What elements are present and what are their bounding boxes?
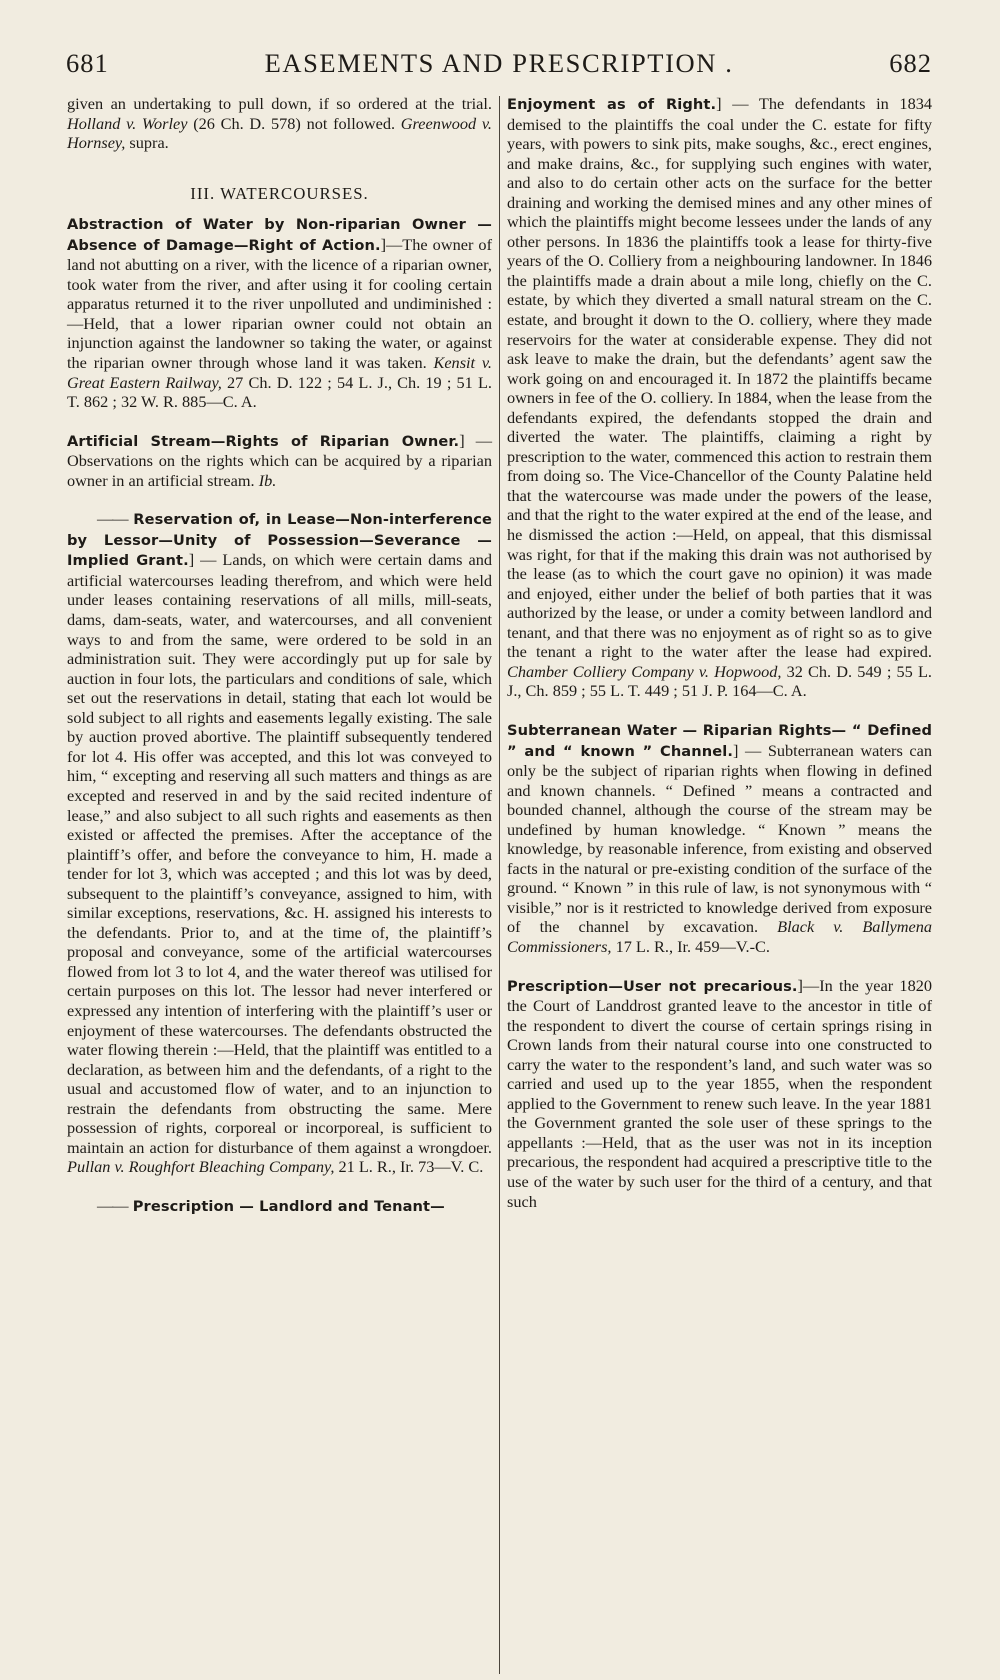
case-name: Pullan v. Roughfort Bleaching Company, [67, 1157, 335, 1177]
paragraph-heading: Abstraction of Water by Non-riparian Owner —Absence of Damage—Right of Action. [67, 216, 492, 254]
case-name: Chamber Colliery Company v. Hopwood, [507, 661, 782, 681]
case-name: Ib. [258, 470, 277, 490]
right-column [507, 94, 932, 1211]
paragraph: Subterranean Water — Riparian Rights— “ Defined ” and “ known ” Channel.] — Subterranean waters can only be the subject of riparian rights when flowing in defined and known channels. “ Defined ” means a contracted and bounded channel, although the course of the stream may be undefined by human knowledge. “ Known ” means the knowledge, by reasonable inference, from existing and observed facts in the natural or pre-existing condition of the surface of the ground. “ Known ” in this rule of law, is not synonymous with “ visible,” nor is it restricted to knowledge derived from exposure of the channel by excavation. Black v. Ballymena Commissioners, 17 L. R., Ir. 459—V.-C. [507, 721, 932, 956]
paragraph: —— Prescription — Landlord and Tenant— [97, 1195, 445, 1215]
running-title: EASEMENTS AND PRESCRIPTION . [264, 48, 734, 78]
paragraph-heading: Subterranean Water — Riparian Rights— “ Defined ” and “ known ” Channel. [507, 721, 932, 760]
section-heading: III. WATERCOURSES. [190, 183, 369, 203]
paragraph: given an undertaking to pull down, if so ordered at the trial. Holland v. Worley (26 Ch. D. 578) not followed. Greenwood v. Hornsey, supra. [67, 94, 492, 153]
case-name: Black v. Ballymena Commissioners, [507, 917, 932, 956]
paragraph: —— Reservation of, in Lease—Non-interference by Lessor—Unity of Possession—Severance —Implied Grant.] — Lands, on which were certain dams and artificial watercourses leading therefrom, and which were held under leases containing reservations of all mills, mill-seats, dams, dam-seats, water, and watercourses, and all convenient ways to and from the same, were ordered to be sold in an administration suit. They were accordingly put up for sale by auction in four lots, the particulars and conditions of sale, which set out the reservations in detail, stating that each lot would be sold subject to all rights and easements legally existing. The sale by auction proved abortive. The plaintiff subsequently tendered for lot 4. His offer was accepted, and this lot was conveyed to him, “ excepting and reserving all such matters and things as are excepted and reserved in and by the said recited indenture of lease,” and also subject to all such rights and easements as then existed or affected the premises. After the acceptance of the plaintiff’s offer, and before the conveyance to him, H. made a tender for lot 3, which was accepted ; and this lot was by deed, subsequent to the plaintiff’s conveyance, assigned to him, with similar exceptions, reservations, &c. H. assigned his interests to the defendants. Prior to, and at the time of, the plaintiff’s proposal and conveyance, some of the artificial watercourses flowed from lot 3 to lot 4, and the water thereof was utilised for certain purposes on this lot. The lessor had never interfered or expressed any intention of interfering with the plaintiff’s user or enjoyment of these watercourses. The defendants obstructed the water flowing therein :—Held, that the plaintiff was entitled to a declaration, as between him and the defendants, of a right to the usual and accustomed flow of water, and to an injunction to restrain the defendants from obstructing the same. Mere possession of rights, corporeal or incorporeal, is sufficient to maintain an action for disturbance of them against a wrongdoer. Pullan v. Roughfort Bleaching Company, 21 L. R., Ir. 73—V. C. [67, 509, 492, 1177]
paragraph-heading: Enjoyment as of Right. [507, 96, 717, 113]
column-divider [499, 96, 500, 1674]
paragraph-heading: Artificial Stream—Rights of Riparian Owner. [67, 432, 460, 450]
paragraph-heading: Reservation of, in Lease—Non-interference by Lessor—Unity of Possession—Severance —Implied Grant. [67, 511, 492, 570]
paragraph: Artificial Stream—Rights of Riparian Owner.] —Observations on the rights which can be acquired by a riparian owner in an artificial stream. Ib. [67, 430, 492, 490]
case-name: Kensit v. Great Eastern Railway, [67, 353, 492, 392]
left-page-number: 681 [66, 48, 109, 78]
paragraph-heading: Prescription — Landlord and Tenant— [127, 1197, 445, 1215]
running-header [66, 50, 932, 77]
paragraph: Prescription—User not precarious.]—In the year 1820 the Court of Landdrost granted leave to the ancestor in title of the respondent to divert the course of certain springs rising in Crown lands from their natural course into one constructed to carry the water to the respondent’s land, and such water was so carried and used up to the year 1855, when the respondent applied to the Government to renew such leave. In the year 1881 the Government granted the sole user of these springs to the appellants :—Held, that as the user was not in its inception precarious, the respondent had acquired a prescriptive title to the use of the water by such user for the third of a century, and that such [507, 975, 932, 1211]
case-name: Holland v. Worley [67, 113, 188, 133]
left-column [67, 94, 492, 1216]
paragraph-heading: Prescription—User not precarious. [507, 977, 798, 995]
right-page-number: 682 [889, 48, 932, 78]
paragraph: Abstraction of Water by Non-riparian Owner —Absence of Damage—Right of Action.]—The owner of land not abutting on a river, with the licence of a riparian owner, took water from the river, and after using it for cooling certain apparatus returned it to the river unpolluted and undiminished :—Held, that a lower riparian owner could not obtain an injunction against the landowner so taking the water, or against the riparian owner through whose land it was taken. Kensit v. Great Eastern Railway, 27 Ch. D. 122 ; 54 L. J., Ch. 19 ; 51 L. T. 862 ; 32 W. R. 885—C. A. [67, 216, 492, 412]
paragraph: Enjoyment as of Right.] — The defendants in 1834 demised to the plaintiffs the coal under the C. estate for fifty years, with powers to sink pits, make soughs, &c., erect engines, and make drains, &c., for supplying such engines with water, and also to do certain other acts on the surface for the better draining and working the demised mines and any other mines of which the plaintiffs might become lessees under the lands of any other persons. In 1836 the plaintiffs took a lease for thirty-five years of the O. Colliery from a neighbouring landowner. In 1846 the plaintiffs made a drain about a mile long, chiefly on the C. estate, by which they diverted a small natural stream on the C. estate, and brought it down to the O. colliery, where they made reservoirs for the water at considerable expense. They did not ask leave to make the drain, but the defendants’ agent saw the work going on and encouraged it. In 1872 the plaintiffs became owners in fee of the O. colliery. In 1884, when the lease from the defendants expired, the defendants stopped the drain and diverted the water. The plaintiffs, claiming a right by prescription to the water, commenced this action to restrain them from doing so. The Vice-Chancellor of the County Palatine held that the watercourse was made under the powers of the lease, and that the right to the water expired at the end of the lease, and he dismissed the action :—Held, on appeal, that this dismissal was right, for that if the making this drain was not authorised by the lease (as to which the court gave no opinion) it was made and enjoyed, either under the belief of both parties that it was authorized by the lease, or under a comity between landlord and tenant, and that there was no enjoyment as of right so as to give the tenant a right to the water after the lease had expired. Chamber Colliery Company v. Hopwood, 32 Ch. D. 549 ; 55 L. J., Ch. 859 ; 55 L. T. 449 ; 51 J. P. 164—C. A. [507, 94, 932, 701]
case-name: Greenwood v. Hornsey, [67, 113, 492, 153]
